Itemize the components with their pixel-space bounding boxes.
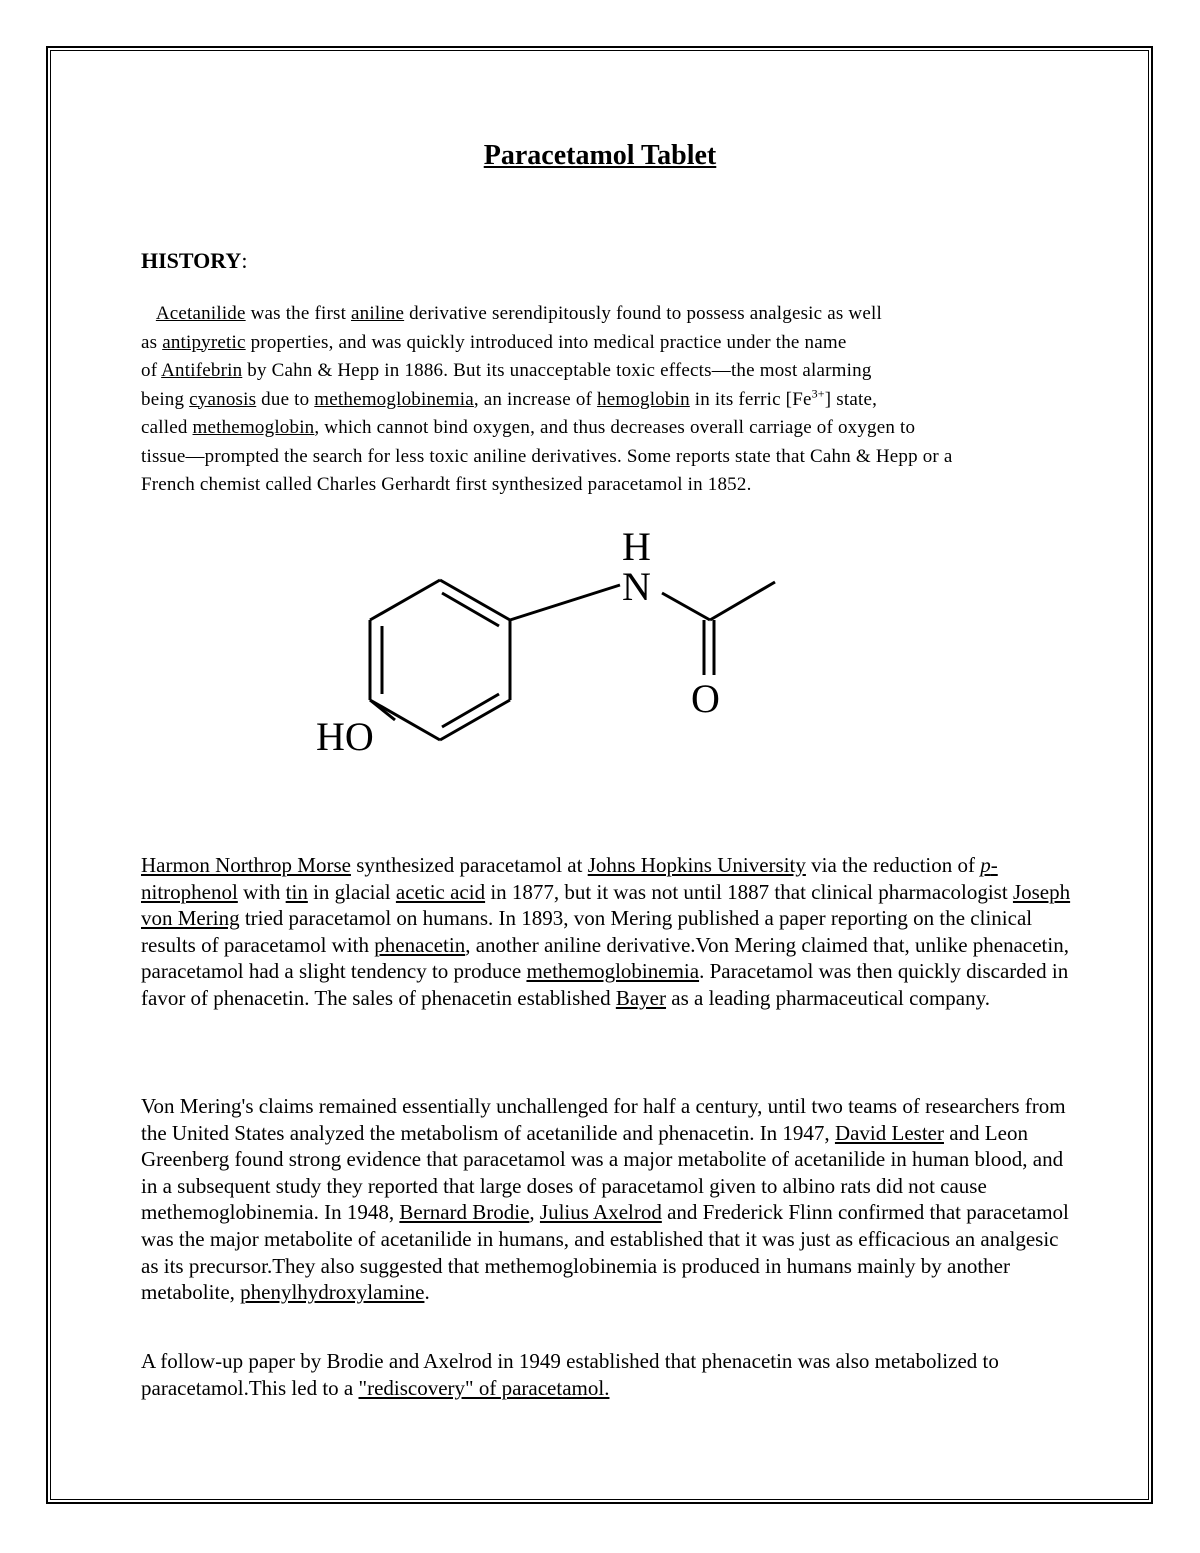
link-methemoglobinemia[interactable]: methemoglobinemia	[314, 388, 474, 410]
text-span: being	[141, 388, 190, 410]
atom-label-h: H	[622, 524, 651, 569]
text-span: called	[141, 417, 193, 438]
text-line	[141, 414, 1071, 443]
superscript-3plus: 3+	[811, 386, 825, 401]
text-span: in its ferric [Fe	[689, 388, 812, 410]
text-span: tried paracetamol on humans. In 1893, von Mering published a paper reporting on the clinical results of paracetamol with	[141, 906, 1033, 957]
link-aniline[interactable]: aniline	[351, 303, 405, 324]
bond	[370, 580, 440, 620]
link-cyanosis[interactable]: cyanosis	[189, 388, 257, 410]
bond-c-methyl	[710, 582, 775, 620]
link-bernard-brodie[interactable]: Bernard Brodie	[399, 1200, 530, 1225]
text-span: in 1877, but it was not until 1887 that clinical pharmacologist	[485, 879, 1013, 904]
link-phenylhydroxylamine[interactable]: phenylhydroxylamine	[240, 1280, 425, 1305]
history-paragraph-3	[141, 1093, 1071, 1306]
link-phenacetin[interactable]: phenacetin	[374, 932, 466, 957]
text-span: and Frederick Flinn confirmed that paracetamol was the major metabolite of acetanilide in humans, and established that it was just as efficacious an analgesic as its precursor.They also suggested that methemoglobinemia is produced in humans mainly by another metabolite,	[141, 1200, 1069, 1305]
text-span: .	[424, 1280, 430, 1305]
link-julius-axelrod[interactable]: Julius Axelrod	[539, 1200, 662, 1225]
text-span: was the first	[245, 303, 352, 324]
text-span: synthesized paracetamol at	[350, 853, 588, 877]
text-span: via the reduction of	[805, 853, 981, 877]
link-tin[interactable]: tin	[285, 879, 308, 904]
text-span: , an increase of	[473, 388, 598, 410]
link-david-lester[interactable]: David Lester	[834, 1120, 944, 1145]
section-heading-label: HISTORY	[141, 248, 242, 273]
text-line	[141, 329, 1071, 358]
text-span: due to	[256, 388, 315, 410]
text-line	[141, 386, 1071, 415]
link-hemoglobin[interactable]: hemoglobin	[597, 388, 690, 410]
link-acetanilide[interactable]: Acetanilide	[155, 303, 246, 324]
text-span: derivative serendipitously found to possess analgesic as well	[404, 303, 882, 324]
link-bayer[interactable]: Bayer	[615, 985, 667, 1010]
text-span: by Cahn & Hepp in 1886. But its unacceptable toxic effects—the most alarming	[242, 360, 872, 381]
text-span: -nitrophenol	[141, 853, 998, 904]
text-span: A follow-up paper by Brodie and Axelrod in 1949 established that phenacetin was also metabolized to paracetamol.This led to a	[141, 1349, 999, 1400]
text-line: tissue—prompted the search for less toxic aniline derivatives. Some reports state that Cahn & Hepp or a	[141, 445, 953, 467]
bond	[440, 700, 510, 740]
link-antifebrin[interactable]: Antifebrin	[161, 360, 243, 381]
link-methemoglobin[interactable]: methemoglobin	[192, 417, 315, 438]
text-span: Von Mering's claims remained essentially unchallenged for half a century, until two teams of researchers from the United States analyzed the metabolism of acetanilide and phenacetin. In 1947,	[141, 1094, 1066, 1145]
text-line	[141, 300, 1071, 329]
link-harmon-northrop-morse[interactable]: Harmon Northrop Morse	[141, 853, 351, 877]
text-line: French chemist called Charles Gerhardt first synthesized paracetamol in 1852.	[141, 474, 752, 495]
link-johns-hopkins-university[interactable]: Johns Hopkins University	[587, 853, 806, 877]
history-paragraph-4	[141, 1348, 1071, 1401]
section-heading-history	[141, 248, 247, 274]
text-span: . Paracetamol was then quickly discarded in favor of phenacetin. The sales of phenacetin established	[141, 959, 1069, 1010]
bond-n-c	[662, 593, 710, 620]
text-span: ] state,	[824, 388, 878, 410]
atom-label-o: O	[691, 676, 720, 721]
text-span: and Leon Greenberg found strong evidence that paracetamol was a major metabolite of acetanilide in human blood, and in a subsequent study they reported that large doses of paracetamol given to albino rats did not cause methemoglobinemia. In 1948,	[141, 1120, 1064, 1225]
history-paragraph-2	[141, 852, 1071, 1012]
text-span: in glacial	[307, 879, 396, 904]
text-span: , which cannot bind oxygen, and thus decreases overall carriage of oxygen to	[314, 417, 916, 438]
link-joseph-von-mering[interactable]: Joseph von Mering	[141, 879, 1071, 931]
history-paragraph-1	[141, 300, 1071, 500]
text-line	[141, 357, 1071, 386]
paracetamol-structure-diagram	[300, 520, 800, 770]
link-acetic-acid[interactable]: acetic acid	[395, 879, 486, 904]
section-heading-colon: :	[241, 248, 248, 273]
bond	[370, 700, 440, 740]
link-methemoglobinemia[interactable]: methemoglobinemia	[526, 959, 700, 984]
text-span: as a leading pharmaceutical company.	[666, 985, 991, 1010]
atom-label-n: N	[622, 564, 651, 609]
text-span: of	[141, 360, 162, 381]
bond	[440, 580, 510, 620]
text-span: as	[141, 331, 163, 353]
text-span: ,	[529, 1200, 540, 1225]
bond-ring-n	[510, 585, 620, 620]
text-span: , another aniline derivative.Von Mering claimed that, unlike phenacetin, paracetamol had a slight tendency to produce	[141, 932, 1069, 984]
italic-p: p	[980, 853, 991, 877]
link-rediscovery-of-paracetamol[interactable]: "rediscovery" of paracetamol.	[358, 1375, 610, 1400]
atom-label-ho: HO	[316, 714, 374, 759]
text-span: properties, and was quickly introduced into medical practice under the name	[245, 331, 847, 353]
link-antipyretic[interactable]: antipyretic	[162, 331, 246, 353]
document-title: Paracetamol Tablet	[483, 140, 717, 171]
text-span: with	[237, 879, 286, 904]
